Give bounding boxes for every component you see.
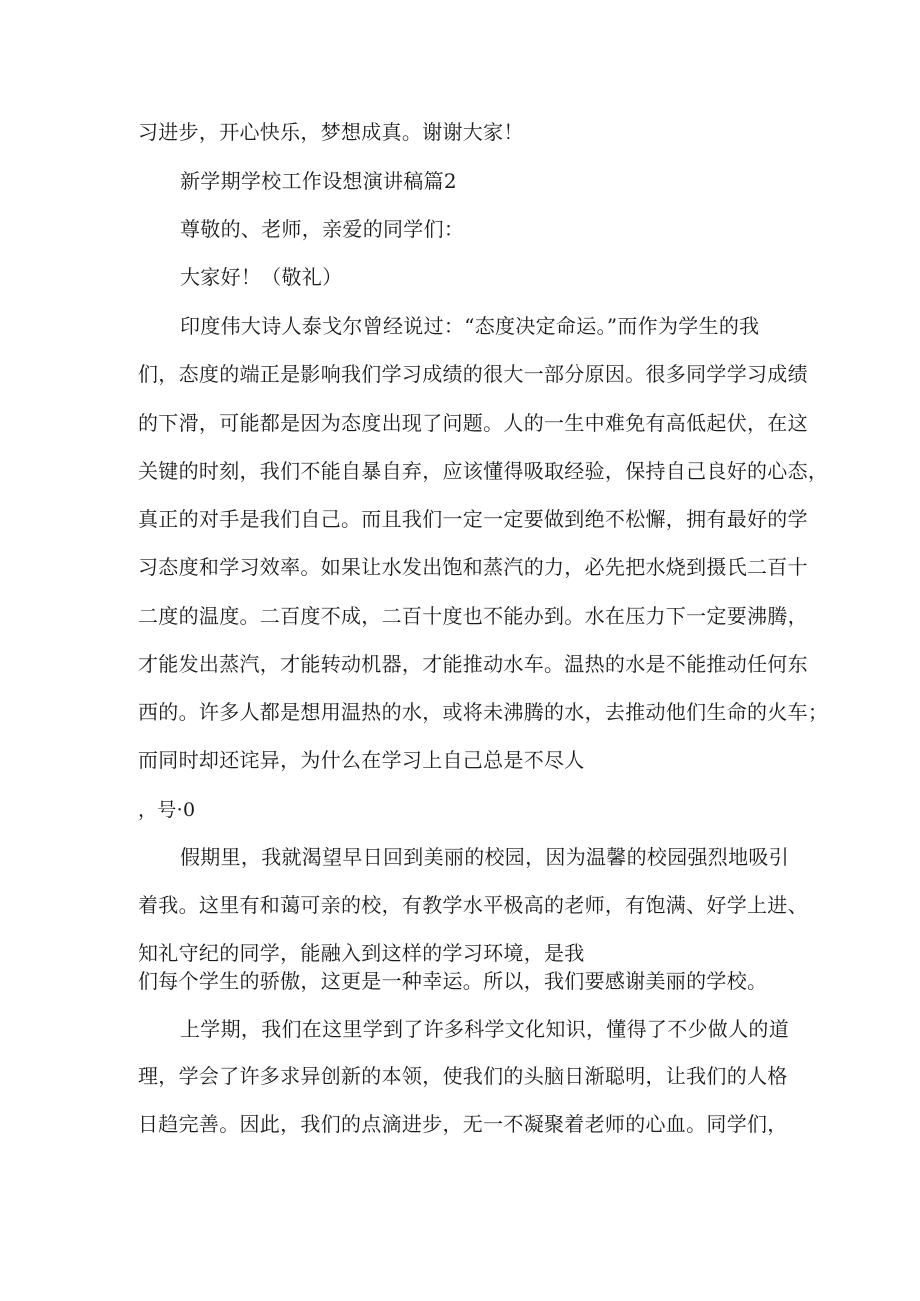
text-line-7: 的下滑，可能都是因为态度出现了问题。人的一生中难免有高低起伏，在这 xyxy=(138,411,808,435)
text-line-18: 知礼守纪的同学，能融入到这样的学习环境，是我 xyxy=(138,941,585,965)
text-line-8: 关键的时刻，我们不能自暴自弃，应该懂得吸取经验，保持自己良好的心态， xyxy=(138,459,829,483)
salutation: 尊敬的、老师，亲爱的同学们： xyxy=(180,217,465,241)
text-line-11: 二度的温度。二百度不成，二百十度也不能办到。水在压力下一定要沸腾， xyxy=(138,604,808,628)
greeting: 大家好！（敬礼） xyxy=(180,265,343,289)
text-line-9: 真正的对手是我们自己。而且我们一定一定要做到绝不松懈，拥有最好的学 xyxy=(138,507,808,531)
text-line-12: 才能发出蒸汽，才能转动机器，才能推动水车。温热的水是不能推动任何东 xyxy=(138,652,808,676)
text-line-22: 日趋完善。因此，我们的点滴进步，无一不凝聚着老师的心血。同学们， xyxy=(138,1112,788,1136)
text-line-13: 西的。许多人都是想用温热的水，或将未沸腾的水，去推动他们生命的火车； xyxy=(138,700,829,724)
text-line-16: 假期里，我就渴望早日回到美丽的校园，因为温馨的校园强烈地吸引 xyxy=(180,845,789,869)
text-line-15: ，号·0 xyxy=(138,799,196,821)
text-line-14: 而同时却还诧异，为什么在学习上自己总是不尽人 xyxy=(138,748,585,772)
text-line-5: 印度伟大诗人泰戈尔曾经说过：“态度决定命运。”而作为学生的我 xyxy=(180,314,760,338)
text-line-6: 们，态度的端正是影响我们学习成绩的很大一部分原因。很多同学学习成绩 xyxy=(138,362,808,386)
text-line-1: 习进步，开心快乐，梦想成真。谢谢大家！ xyxy=(138,120,524,144)
text-line-19: 们每个学生的骄傲，这更是一种幸运。所以，我们要感谢美丽的学校。 xyxy=(138,969,768,993)
text-line-10: 习态度和学习效率。如果让水发出饱和蒸汽的力，必先把水烧到摄氏二百十 xyxy=(138,555,808,579)
section-heading: 新学期学校工作设想演讲稿篇2 xyxy=(180,169,457,193)
text-line-21: 理，学会了许多求异创新的本领，使我们的头脑日渐聪明，让我们的人格 xyxy=(138,1064,788,1088)
text-line-20: 上学期，我们在这里学到了许多科学文化知识，懂得了不少做人的道 xyxy=(180,1017,789,1041)
text-line-17: 着我。这里有和蔼可亲的校，有教学水平极高的老师，有饱满、好学上进、 xyxy=(138,893,808,917)
